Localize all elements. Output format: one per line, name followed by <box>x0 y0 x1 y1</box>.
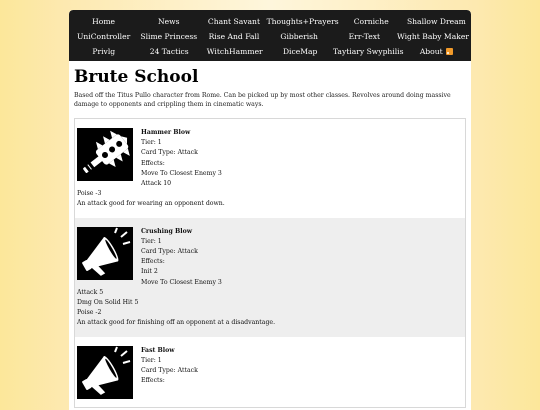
spiked-mace-icon <box>77 128 133 181</box>
card-tier: Tier: 1 <box>141 139 162 147</box>
rss-icon[interactable] <box>446 48 453 55</box>
card-type: Card Type: Attack <box>141 248 198 256</box>
card-fast-blow <box>75 337 465 407</box>
nav-link-taytiary-swyphilis[interactable]: Taytiary Swyphilis <box>332 47 404 56</box>
nav-link-home[interactable]: Home <box>92 17 116 26</box>
nav-link-thoughts-prayers[interactable]: Thoughts+Prayers <box>266 17 339 26</box>
card-effect: Move To Closest Enemy 3 <box>141 169 222 177</box>
nav-link-wight-baby-maker[interactable]: Wight Baby Maker <box>396 32 469 41</box>
nav-row-2 <box>71 29 469 44</box>
nav-row-3 <box>71 44 469 59</box>
megaphone-icon <box>77 346 133 399</box>
page-intro: Based off the Titus Pullo character from Rome. Can be picked up by most other classes. Revolves around doing massive damage to opponents and crippling them in cinematic ways. <box>74 92 451 108</box>
card-tier: Tier: 1 <box>141 237 162 245</box>
card-effect: Move To Closest Enemy 3 <box>141 278 222 286</box>
nav-link-witchhammer[interactable]: WitchHammer <box>206 47 263 56</box>
nav-link-news[interactable]: News <box>158 17 180 26</box>
nav-link-chant-savant[interactable]: Chant Savant <box>207 17 260 26</box>
card-effect: Init 2 <box>141 268 158 276</box>
nav-link-slime-princess[interactable]: Slime Princess <box>140 32 198 41</box>
nav-row-1 <box>71 14 469 29</box>
nav-link-corniche[interactable]: Corniche <box>353 17 389 26</box>
nav-link-about-label: About <box>419 47 443 56</box>
card-effect: Attack 10 <box>141 180 172 188</box>
page-title: Brute School <box>74 67 199 87</box>
card-effects-label: Effects: <box>141 159 165 167</box>
card-description: An attack good for finishing off an opponent at a disadvantage. <box>77 319 276 327</box>
nav-link-shallow-dream[interactable]: Shallow Dream <box>406 17 466 26</box>
nav-link-gibberish[interactable]: Gibberish <box>280 32 318 41</box>
card-name: Fast Blow <box>141 346 175 354</box>
card-effect: Dmg On Solid Hit 5 <box>77 299 139 307</box>
card-details <box>141 128 222 189</box>
nav-link-privlg[interactable]: Privlg <box>92 47 116 56</box>
nav-link-rise-and-fall[interactable]: Rise And Fall <box>208 32 260 41</box>
card-effect: Attack 5 <box>77 288 104 296</box>
nav-link-unicontroller[interactable]: UniController <box>76 32 131 41</box>
card-type: Card Type: Attack <box>141 149 198 157</box>
card-hammer-blow <box>75 119 465 218</box>
card-effect: Poise -2 <box>77 309 102 317</box>
page-container <box>69 10 471 410</box>
card-effect: Poise -3 <box>77 190 102 198</box>
nav-link-about[interactable] <box>404 47 469 56</box>
megaphone-icon <box>77 227 133 280</box>
main-content <box>69 61 471 408</box>
card-list <box>74 118 466 408</box>
nav-link-err-text[interactable]: Err-Text <box>348 32 381 41</box>
card-type: Card Type: Attack <box>141 367 198 375</box>
card-effects-label: Effects: <box>141 377 165 385</box>
nav-link-24-tactics[interactable]: 24 Tactics <box>149 47 189 56</box>
card-crushing-blow <box>75 218 465 337</box>
top-navigation <box>69 10 471 61</box>
card-effects-label: Effects: <box>141 258 165 266</box>
card-description: An attack good for wearing an opponent down. <box>77 200 225 208</box>
card-name: Crushing Blow <box>141 227 193 235</box>
card-details <box>141 227 222 288</box>
card-details <box>141 346 198 399</box>
nav-link-dicemap[interactable]: DiceMap <box>282 47 318 56</box>
card-tier: Tier: 1 <box>141 356 162 364</box>
card-name: Hammer Blow <box>141 129 191 136</box>
